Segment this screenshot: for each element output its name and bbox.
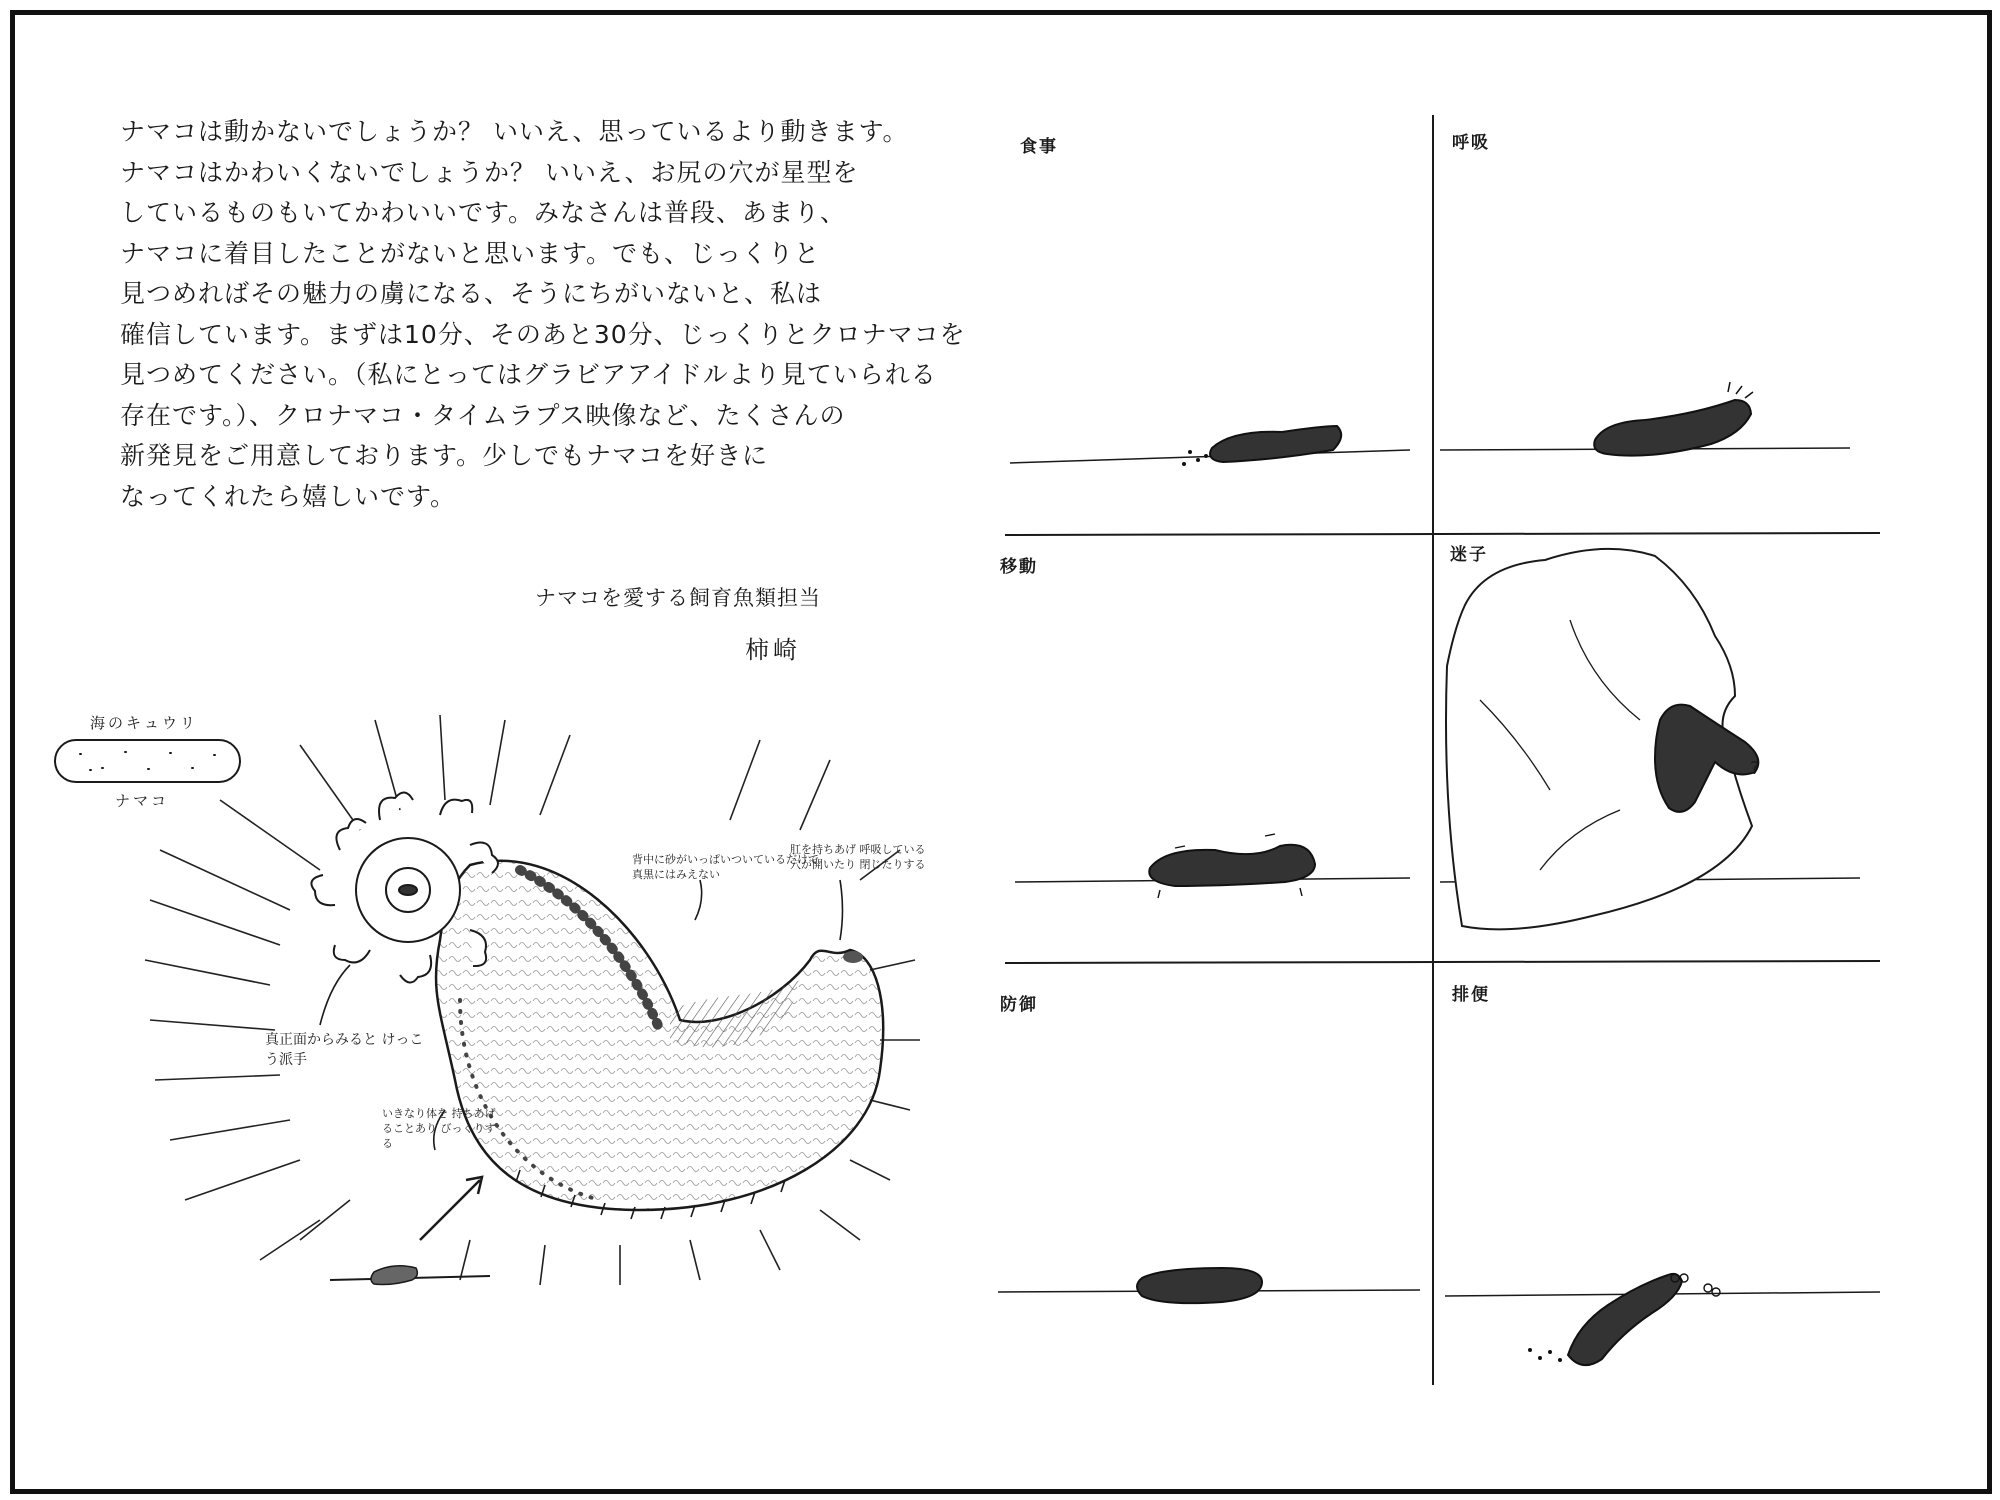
panel-label-excretion: 排便 [1452,985,1490,1005]
panel-excretion-drawing [1445,1274,1880,1365]
panel-label-breathing: 呼吸 [1452,133,1490,153]
intro-line: ナマコはかわいくないでしょうか？ いいえ、お尻の穴が星型を [120,157,859,187]
panel-defense-drawing [998,1268,1420,1303]
panel-moving-drawing [1015,834,1410,898]
intro-line: 存在です。）、クロナマコ・タイムラプス映像など、たくさんの [120,400,846,430]
panel-breathing-drawing [1440,382,1850,456]
panel-label-defense: 防御 [1000,995,1038,1015]
intro-line: 見つめればその魅力の虜になる、そうにちがいないと、私は [120,279,823,308]
note-back: 背中に砂がいっぱいついているだけで 真黒にはみえない [632,853,819,881]
signature-role: ナマコを愛する飼育魚類担当 [535,586,821,610]
note-tail: 肛を持ちあげ 呼吸している 穴が開いたり 閉じたりする [790,843,926,871]
panel-eating-drawing [1010,426,1410,466]
intro-line: ナマコは動かないでしょうか？ いいえ、思っているより動きます。 [120,117,909,146]
intro-line: しているものもいてかわいいです。みなさんは普段、あまり、 [120,198,847,227]
cucumber-label: 海のキュウリ [90,714,199,732]
note-front: 真正面からみると けっこう派手 [265,1032,424,1068]
intro-line: 新発見をご用意しております。少しでもナマコを好きに [120,441,769,470]
signature-name: 柿崎 [745,636,801,664]
sea-cucumber-icon [55,740,240,782]
lost-question-mark: ? [1750,758,1760,779]
intro-line: ナマコに着目したことがないと思います。でも、じっくりと [120,238,821,268]
panel-label-moving: 移動 [1000,557,1038,577]
note-lift: いきなり体を 持ちあげることあり びっくりする [382,1107,496,1150]
namako-label: ナマコ [115,792,170,810]
intro-line: 見つめてください。（私にとってはグラビアアイドルより見ていられる [120,360,937,389]
panel-label-eating: 食事 [1020,137,1058,157]
panel-label-lost: 迷子 [1450,545,1488,565]
intro-line: なってくれたら嬉しいです。 [120,481,457,511]
panel-lost-drawing [1440,549,1860,929]
intro-line: 確信しています。まずは10分、そのあと30分、じっくりとクロナマコを [120,319,966,349]
